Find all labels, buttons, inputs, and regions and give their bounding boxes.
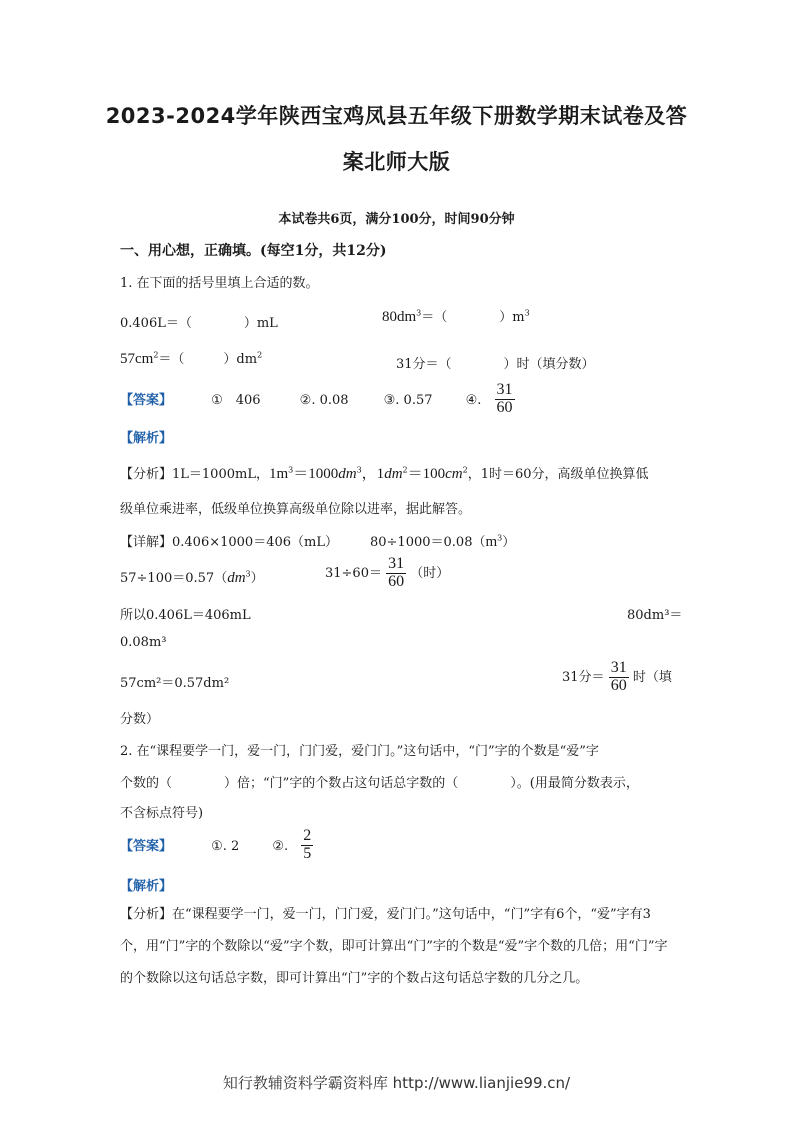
q2-answer-row bbox=[120, 828, 313, 863]
q1-summary-6: 分数） bbox=[120, 712, 160, 727]
page-title-line2: 案北师大版 bbox=[342, 150, 451, 174]
answer-2-fraction: $\frac{2}{5}$ bbox=[303, 827, 312, 862]
q1-detail-1: 【详解】0.406×1000＝406（mL） bbox=[120, 535, 338, 550]
answer-1: ①. 2 bbox=[211, 838, 240, 854]
answer-tag: 【答案】 bbox=[120, 392, 173, 408]
analysis-tag: 【解析】 bbox=[120, 431, 173, 446]
q1-prompt: 1. 在下面的括号里填上合适的数。 bbox=[120, 276, 319, 291]
q1-summary-4: 57cm²＝0.57dm² bbox=[120, 676, 230, 691]
q1-detail-2: $80\div 1000=0.08(m^3)$ bbox=[370, 533, 516, 550]
answer-4: ④. bbox=[465, 392, 482, 408]
q1-answer-row bbox=[120, 382, 515, 417]
analysis-tag: 【解析】 bbox=[120, 879, 173, 894]
q1-detail-4: 31÷60＝ $\frac{31}{60}$ （时） bbox=[325, 555, 450, 590]
q1-analysis-line1: 【分析】1L＝1000mL，$1m^3=1000dm^3$，$1dm^2=100cm^2$，1时＝60分，高级单位换算低 bbox=[120, 465, 649, 482]
q1-summary-2: 80dm³＝ bbox=[627, 608, 683, 623]
q1-blank-1: 0.406L＝（ ）mL bbox=[120, 316, 278, 331]
q1-summary-3: 0.08m³ bbox=[120, 635, 167, 650]
answer-1: ① 406 bbox=[211, 392, 261, 408]
footer-watermark: 知行教辅资料学霸资料库 http://www.lianjie99.cn/ bbox=[222, 1074, 571, 1092]
q1-blank-2: $80dm^3=$（ ）$m^3$ bbox=[382, 308, 530, 325]
detail-fraction: $\frac{31}{60}$ bbox=[388, 555, 405, 590]
answer-tag: 【答案】 bbox=[120, 838, 173, 854]
q1-summary-1: 所以0.406L＝406mL bbox=[120, 608, 251, 623]
q1-blank-4: 31分＝（ ）时（填分数） bbox=[396, 357, 595, 372]
exam-info: 本试卷共6页，满分100分，时间90分钟 bbox=[278, 212, 515, 227]
answer-4-fraction: $\frac{31}{60}$ bbox=[496, 381, 513, 416]
answer-2: ②. bbox=[272, 838, 289, 854]
q2-line1: 2. 在“课程要学一门，爱一门，门门爱，爱门门。”这句话中，“门”字的个数是“爱”字 bbox=[120, 744, 599, 759]
q1-blank-3: $57cm^2=$（ ）$dm^2$ bbox=[120, 350, 263, 367]
section-heading: 一、用心想，正确填。(每空1分，共12分) bbox=[120, 243, 387, 259]
q1-detail-3: $57\div 100=0.57(dm^3)$ bbox=[120, 569, 264, 586]
summary-fraction: $\frac{31}{60}$ bbox=[610, 659, 627, 694]
q2-line2: 个数的（ ）倍；“门”字的个数占这句话总字数的（ ）。(用最简分数表示， bbox=[120, 776, 639, 791]
q1-summary-5: 31分＝ $\frac{31}{60}$ 时（填 bbox=[562, 659, 672, 694]
answer-2: ②. 0.08 bbox=[299, 392, 349, 408]
page-title-line1: 2023-2024学年陕西宝鸡凤县五年级下册数学期末试卷及答 bbox=[105, 104, 688, 128]
answer-3: ③. 0.57 bbox=[383, 392, 433, 408]
q2-analysis: 【分析】在“课程要学一门，爱一门，门门爱，爱门门。”这句话中，“门”字有6个，“爱”字有3个，用“门”字的个数除以“爱”字个数，即可计算出“门”字的个数是“爱”字个数的几倍；用“门”字的个数除以这句话总字数，即可计算出“门”字的个数占这句话总字数的几分之几。 bbox=[120, 907, 668, 986]
q1-analysis-line2: 级单位乘进率，低级单位换算高级单位除以进率，据此解答。 bbox=[120, 502, 472, 517]
q2-line3: 不含标点符号) bbox=[120, 806, 204, 821]
